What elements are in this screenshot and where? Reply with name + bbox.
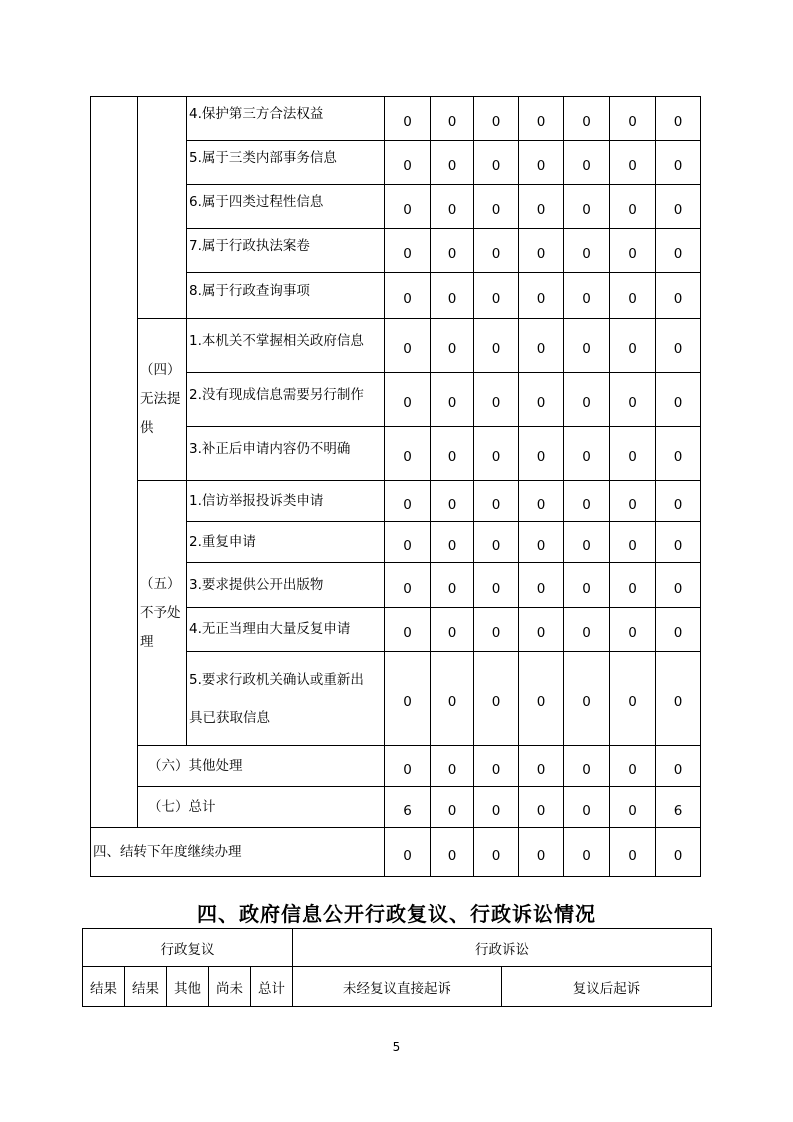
value-text: 0 bbox=[403, 496, 412, 513]
value-text: 0 bbox=[447, 847, 457, 864]
item-label-cell bbox=[187, 563, 385, 608]
value-text: 0 bbox=[628, 202, 637, 218]
value-cell bbox=[385, 185, 431, 229]
value-cell bbox=[431, 608, 474, 652]
value-cell bbox=[656, 229, 701, 273]
value-cell bbox=[385, 319, 431, 373]
value-text: 0 bbox=[536, 158, 546, 174]
item-label-line: 具已获取信息 bbox=[189, 709, 270, 726]
value-text: 0 bbox=[447, 291, 457, 307]
value-text: 0 bbox=[582, 246, 591, 262]
page-number: 5 bbox=[392, 1040, 401, 1054]
value-text: 0 bbox=[536, 246, 546, 262]
value-text: 0 bbox=[582, 625, 591, 641]
value-cell bbox=[656, 427, 701, 481]
item-label-cell bbox=[187, 229, 385, 273]
total-label: （七）总计 bbox=[148, 798, 216, 815]
review-col-4: 尚未 bbox=[209, 967, 251, 1007]
section-title: 四、政府信息公开行政复议、行政诉讼情况 bbox=[197, 902, 596, 926]
value-text: 0 bbox=[628, 625, 637, 641]
value-text: 0 bbox=[447, 537, 457, 554]
value-cell bbox=[474, 828, 519, 877]
value-cell bbox=[385, 608, 431, 652]
item-label-cell bbox=[187, 522, 385, 563]
item-label: 8.属于行政查询事项 bbox=[189, 283, 310, 299]
value-text: 0 bbox=[582, 496, 591, 513]
group4-label-line: （四） bbox=[140, 362, 181, 378]
value-text: 0 bbox=[403, 341, 412, 357]
value-text: 0 bbox=[447, 341, 457, 357]
value-text: 0 bbox=[628, 694, 637, 710]
value-cell bbox=[610, 563, 656, 608]
value-text: 0 bbox=[673, 246, 683, 262]
value-text: 0 bbox=[582, 291, 591, 307]
value-cell bbox=[656, 608, 701, 652]
value-cell bbox=[564, 373, 610, 427]
value-cell bbox=[474, 522, 519, 563]
value-text: 0 bbox=[447, 449, 457, 465]
value-text: 0 bbox=[582, 341, 591, 357]
value-text: 0 bbox=[447, 625, 457, 641]
value-text: 0 bbox=[403, 625, 412, 641]
value-cell bbox=[519, 828, 564, 877]
group5-label-line: （五） bbox=[140, 575, 181, 592]
value-text: 0 bbox=[491, 246, 501, 262]
value-cell bbox=[519, 319, 564, 373]
value-cell bbox=[385, 522, 431, 563]
value-cell bbox=[564, 563, 610, 608]
value-cell bbox=[610, 427, 656, 481]
value-text: 0 bbox=[491, 158, 501, 174]
value-text: 0 bbox=[536, 694, 546, 710]
value-cell bbox=[656, 141, 701, 185]
value-text: 0 bbox=[447, 246, 457, 262]
value-text: 0 bbox=[491, 449, 501, 465]
litigation-col-1: 未经复议直接起诉 bbox=[293, 967, 502, 1007]
value-text: 0 bbox=[628, 246, 637, 262]
value-cell bbox=[474, 229, 519, 273]
value-cell bbox=[610, 273, 656, 319]
value-cell bbox=[610, 97, 656, 141]
value-cell bbox=[610, 828, 656, 877]
value-cell bbox=[385, 787, 431, 828]
value-text: 0 bbox=[536, 202, 546, 218]
value-text: 0 bbox=[491, 341, 501, 357]
group3-label-cell bbox=[138, 97, 187, 319]
header-review: 行政复议 bbox=[83, 929, 293, 967]
value-text: 0 bbox=[447, 496, 457, 513]
value-cell bbox=[519, 141, 564, 185]
value-cell bbox=[610, 522, 656, 563]
item-label: 1.本机关不掌握相关政府信息 bbox=[189, 333, 364, 349]
value-cell bbox=[564, 185, 610, 229]
value-cell bbox=[431, 427, 474, 481]
value-text: 0 bbox=[582, 158, 591, 174]
value-text: 0 bbox=[491, 694, 501, 710]
value-cell bbox=[385, 652, 431, 746]
value-cell bbox=[431, 229, 474, 273]
item-label: 3.补正后申请内容仍不明确 bbox=[189, 441, 351, 457]
header-litigation: 行政诉讼 bbox=[293, 929, 712, 967]
value-cell bbox=[474, 185, 519, 229]
value-text: 0 bbox=[673, 625, 683, 641]
value-text: 0 bbox=[582, 114, 591, 130]
value-text: 0 bbox=[536, 537, 546, 554]
value-text: 0 bbox=[447, 158, 457, 174]
value-text: 0 bbox=[403, 158, 412, 174]
value-cell bbox=[564, 141, 610, 185]
item-label: 7.属于行政执法案卷 bbox=[189, 238, 310, 254]
value-cell bbox=[656, 652, 701, 746]
value-text: 0 bbox=[582, 694, 591, 710]
value-text: 0 bbox=[582, 395, 591, 411]
item-label-cell bbox=[187, 273, 385, 319]
item-label-cell bbox=[187, 185, 385, 229]
value-text: 0 bbox=[628, 291, 637, 307]
value-text: 0 bbox=[403, 580, 412, 597]
value-text: 0 bbox=[403, 449, 412, 465]
value-cell bbox=[656, 563, 701, 608]
value-cell bbox=[564, 319, 610, 373]
value-text: 6 bbox=[673, 802, 683, 819]
item-label: 3.要求提供公开出版物 bbox=[189, 576, 324, 593]
value-cell bbox=[431, 97, 474, 141]
table-row bbox=[91, 97, 701, 141]
value-cell bbox=[431, 787, 474, 828]
value-text: 0 bbox=[628, 761, 637, 778]
value-text: 0 bbox=[673, 158, 683, 174]
value-text: 0 bbox=[536, 291, 546, 307]
value-cell bbox=[431, 522, 474, 563]
value-cell bbox=[610, 608, 656, 652]
value-cell bbox=[656, 373, 701, 427]
value-text: 0 bbox=[536, 341, 546, 357]
value-cell bbox=[431, 273, 474, 319]
value-cell bbox=[519, 481, 564, 522]
value-cell bbox=[474, 273, 519, 319]
value-cell bbox=[385, 373, 431, 427]
value-text: 0 bbox=[673, 537, 683, 554]
value-cell bbox=[474, 481, 519, 522]
item-label: 4.无正当理由大量反复申请 bbox=[189, 621, 351, 637]
value-cell bbox=[431, 319, 474, 373]
value-cell bbox=[519, 746, 564, 787]
item-label-cell bbox=[187, 97, 385, 141]
table-row bbox=[91, 481, 701, 522]
item-label: 2.没有现成信息需要另行制作 bbox=[189, 387, 364, 403]
value-cell bbox=[564, 828, 610, 877]
value-text: 0 bbox=[673, 341, 683, 357]
value-cell bbox=[656, 787, 701, 828]
value-cell bbox=[656, 481, 701, 522]
item-label: 5.属于三类内部事务信息 bbox=[189, 150, 337, 166]
table-row bbox=[91, 787, 701, 828]
value-text: 0 bbox=[403, 761, 412, 778]
value-cell bbox=[564, 481, 610, 522]
value-cell bbox=[564, 608, 610, 652]
value-cell bbox=[474, 608, 519, 652]
item-label-cell bbox=[187, 319, 385, 373]
value-text: 0 bbox=[582, 537, 591, 554]
value-cell bbox=[431, 563, 474, 608]
item-label-line: 5.要求行政机关确认或重新出 bbox=[189, 671, 364, 688]
value-cell bbox=[656, 185, 701, 229]
value-text: 0 bbox=[491, 395, 501, 411]
carry-label-cell bbox=[91, 828, 385, 877]
value-cell bbox=[474, 97, 519, 141]
section-outer-cell bbox=[91, 97, 138, 828]
value-text: 0 bbox=[491, 625, 501, 641]
value-text: 0 bbox=[673, 761, 683, 778]
value-cell bbox=[385, 481, 431, 522]
total-label-cell bbox=[138, 787, 385, 828]
value-text: 0 bbox=[491, 202, 501, 218]
value-text: 0 bbox=[673, 496, 683, 513]
value-cell bbox=[610, 141, 656, 185]
value-text: 0 bbox=[491, 761, 501, 778]
item-label: 1.信访举报投诉类申请 bbox=[189, 492, 324, 509]
value-text: 0 bbox=[447, 694, 457, 710]
value-cell bbox=[474, 787, 519, 828]
value-text: 0 bbox=[447, 580, 457, 597]
value-text: 0 bbox=[536, 449, 546, 465]
value-cell bbox=[564, 97, 610, 141]
value-cell bbox=[564, 229, 610, 273]
review-col-2: 结果 bbox=[125, 967, 167, 1007]
value-cell bbox=[385, 828, 431, 877]
value-text: 0 bbox=[582, 202, 591, 218]
value-cell bbox=[431, 141, 474, 185]
value-cell bbox=[385, 97, 431, 141]
value-cell bbox=[431, 481, 474, 522]
value-text: 0 bbox=[673, 291, 683, 307]
value-text: 0 bbox=[582, 449, 591, 465]
value-cell bbox=[431, 746, 474, 787]
value-cell bbox=[656, 97, 701, 141]
value-text: 0 bbox=[628, 802, 637, 819]
value-cell bbox=[385, 141, 431, 185]
value-text: 0 bbox=[536, 114, 546, 130]
value-cell bbox=[610, 319, 656, 373]
value-cell bbox=[564, 522, 610, 563]
value-text: 0 bbox=[536, 625, 546, 641]
value-cell bbox=[519, 522, 564, 563]
value-cell bbox=[431, 652, 474, 746]
value-cell bbox=[474, 652, 519, 746]
value-cell bbox=[474, 563, 519, 608]
value-text: 0 bbox=[628, 496, 637, 513]
table-row bbox=[91, 746, 701, 787]
table-row bbox=[91, 319, 701, 373]
group4-label-line: 供 bbox=[140, 420, 154, 436]
value-cell bbox=[656, 828, 701, 877]
value-cell bbox=[519, 563, 564, 608]
value-cell bbox=[610, 185, 656, 229]
value-cell bbox=[474, 373, 519, 427]
value-cell bbox=[519, 97, 564, 141]
group4-label-cell bbox=[138, 319, 187, 481]
value-text: 0 bbox=[536, 761, 546, 778]
value-text: 0 bbox=[403, 847, 412, 864]
group5-label-line: 理 bbox=[140, 633, 154, 650]
item-label-cell bbox=[187, 652, 385, 746]
value-text: 0 bbox=[628, 537, 637, 554]
value-text: 0 bbox=[628, 158, 637, 174]
value-cell bbox=[474, 746, 519, 787]
value-text: 0 bbox=[628, 341, 637, 357]
value-text: 0 bbox=[673, 449, 683, 465]
value-cell bbox=[385, 746, 431, 787]
value-cell bbox=[519, 652, 564, 746]
other-label: （六）其他处理 bbox=[148, 757, 243, 774]
group4-label-line: 无法提 bbox=[140, 391, 181, 407]
value-cell bbox=[385, 229, 431, 273]
review-litigation-table bbox=[82, 928, 712, 1007]
value-cell bbox=[610, 787, 656, 828]
other-label-cell bbox=[138, 746, 385, 787]
value-cell bbox=[519, 273, 564, 319]
value-cell bbox=[610, 746, 656, 787]
item-label-cell bbox=[187, 481, 385, 522]
value-text: 0 bbox=[582, 761, 591, 778]
item-label: 6.属于四类过程性信息 bbox=[189, 194, 324, 210]
value-cell bbox=[610, 481, 656, 522]
item-label-cell bbox=[187, 373, 385, 427]
value-text: 0 bbox=[403, 291, 412, 307]
value-text: 0 bbox=[403, 114, 412, 130]
application-handling-table bbox=[90, 96, 701, 877]
value-text: 0 bbox=[491, 580, 501, 597]
value-text: 0 bbox=[447, 802, 457, 819]
value-text: 0 bbox=[673, 580, 683, 597]
value-cell bbox=[564, 652, 610, 746]
item-label-cell bbox=[187, 427, 385, 481]
value-cell bbox=[474, 427, 519, 481]
value-text: 0 bbox=[628, 449, 637, 465]
value-text: 0 bbox=[447, 202, 457, 218]
value-text: 0 bbox=[447, 761, 457, 778]
value-text: 0 bbox=[403, 202, 412, 218]
value-text: 0 bbox=[628, 395, 637, 411]
review-col-5: 总计 bbox=[251, 967, 293, 1007]
value-text: 0 bbox=[628, 580, 637, 597]
value-cell bbox=[519, 608, 564, 652]
value-cell bbox=[656, 522, 701, 563]
value-cell bbox=[564, 273, 610, 319]
value-text: 0 bbox=[491, 114, 501, 130]
value-cell bbox=[474, 141, 519, 185]
value-text: 0 bbox=[403, 694, 412, 710]
item-label-cell bbox=[187, 608, 385, 652]
value-cell bbox=[564, 787, 610, 828]
value-cell bbox=[564, 427, 610, 481]
value-cell bbox=[385, 273, 431, 319]
value-text: 0 bbox=[582, 847, 591, 864]
value-text: 0 bbox=[491, 847, 501, 864]
value-cell bbox=[656, 273, 701, 319]
value-cell bbox=[610, 652, 656, 746]
value-cell bbox=[519, 787, 564, 828]
value-text: 0 bbox=[491, 496, 501, 513]
item-label: 4.保护第三方合法权益 bbox=[189, 106, 324, 122]
review-col-3: 其他 bbox=[167, 967, 209, 1007]
value-text: 0 bbox=[491, 537, 501, 554]
value-text: 0 bbox=[491, 802, 501, 819]
value-cell bbox=[431, 828, 474, 877]
value-text: 0 bbox=[673, 114, 683, 130]
value-cell bbox=[385, 427, 431, 481]
value-cell bbox=[519, 427, 564, 481]
value-text: 0 bbox=[628, 114, 637, 130]
value-cell bbox=[656, 746, 701, 787]
value-cell bbox=[610, 373, 656, 427]
value-cell bbox=[519, 373, 564, 427]
review-col-1: 结果 bbox=[83, 967, 125, 1007]
value-text: 0 bbox=[582, 802, 591, 819]
value-text: 6 bbox=[403, 802, 412, 819]
value-text: 0 bbox=[673, 202, 683, 218]
value-text: 0 bbox=[447, 114, 457, 130]
value-cell bbox=[385, 563, 431, 608]
value-cell bbox=[431, 373, 474, 427]
value-text: 0 bbox=[536, 580, 546, 597]
value-text: 0 bbox=[536, 395, 546, 411]
value-text: 0 bbox=[403, 246, 412, 262]
item-label: 2.重复申请 bbox=[189, 533, 256, 550]
carry-label: 四、结转下年度继续办理 bbox=[93, 843, 242, 860]
value-text: 0 bbox=[447, 395, 457, 411]
value-text: 0 bbox=[582, 580, 591, 597]
value-text: 0 bbox=[673, 395, 683, 411]
item-label-cell bbox=[187, 141, 385, 185]
value-text: 0 bbox=[628, 847, 637, 864]
value-cell bbox=[519, 229, 564, 273]
table-row bbox=[91, 828, 701, 877]
value-text: 0 bbox=[491, 291, 501, 307]
value-text: 0 bbox=[536, 496, 546, 513]
value-cell bbox=[431, 185, 474, 229]
group5-label-cell bbox=[138, 481, 187, 746]
value-cell bbox=[656, 319, 701, 373]
value-text: 0 bbox=[673, 694, 683, 710]
value-cell bbox=[474, 319, 519, 373]
value-cell bbox=[610, 229, 656, 273]
value-text: 0 bbox=[673, 847, 683, 864]
value-text: 0 bbox=[536, 802, 546, 819]
value-text: 0 bbox=[403, 395, 412, 411]
litigation-col-2: 复议后起诉 bbox=[502, 967, 712, 1007]
value-cell bbox=[564, 746, 610, 787]
value-text: 0 bbox=[536, 847, 546, 864]
value-text: 0 bbox=[403, 537, 412, 554]
group5-label-line: 不予处 bbox=[140, 604, 181, 621]
value-cell bbox=[519, 185, 564, 229]
